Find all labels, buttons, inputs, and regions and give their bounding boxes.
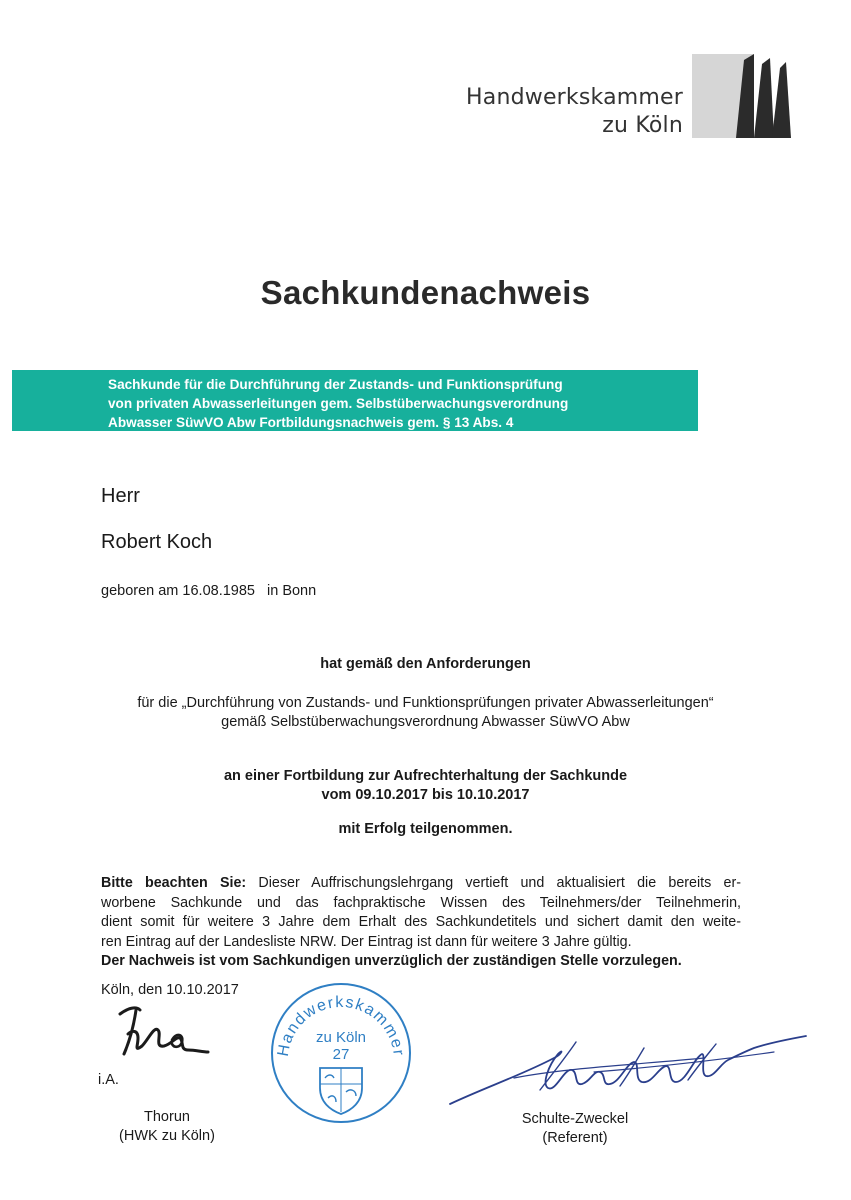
birth-prefix: geboren am (101, 583, 179, 599)
official-seal-icon (268, 980, 414, 1126)
course-line-1: an einer Fortbildung zur Aufrechterhaltung der Sachkunde (223, 768, 628, 784)
course-dates: vom 09.10.2017 bis 10.10.2017 (321, 787, 530, 803)
seal-city: zu Köln (315, 1029, 367, 1046)
requirements-text: hat gemäß den Anforderungen (320, 656, 531, 672)
banner-line-2: von privaten Abwasserleitungen gem. Selbstüberwachungsverordnung (108, 396, 569, 411)
left-signatory-org: (HWK zu Köln) (119, 1128, 215, 1144)
result-text: mit Erfolg teilgenommen. (338, 821, 513, 837)
hwk-logo-icon (692, 54, 792, 138)
banner-line-1: Sachkunde für die Durchführung der Zustands- und Funktionsprüfung (108, 377, 563, 392)
notice-label: Bitte beachten Sie: (101, 875, 247, 891)
place-date: Köln, den 10.10.2017 (101, 982, 239, 998)
right-signatory (490, 1110, 660, 1148)
seal-arc-text: Handwerkskammer (274, 993, 407, 1058)
birth-place: in Bonn (267, 583, 317, 599)
course-text (0, 767, 851, 805)
seal-number: 27 (332, 1046, 350, 1063)
document-title: Sachkundenachweis (260, 274, 591, 311)
org-name (466, 84, 683, 140)
notice-bold-line: Der Nachweis ist vom Sachkundigen unverzüglich der zuständigen Stelle vorzulegen. (101, 953, 682, 969)
notice-paragraph (101, 874, 741, 972)
ia-label: i.A. (98, 1072, 119, 1088)
recipient-name: Robert Koch (101, 531, 213, 553)
left-signature-icon (114, 1000, 214, 1066)
right-signatory-name: Schulte-Zweckel (521, 1111, 629, 1127)
notice-line-1 (101, 874, 741, 894)
left-signatory (92, 1108, 242, 1146)
right-signature-icon (444, 1028, 810, 1114)
purpose-text (0, 694, 851, 732)
notice-line-4: ren Eintrag auf der Landesliste NRW. Der Eintrag ist dann für weitere 3 Jahre gültig. (101, 933, 632, 950)
salutation: Herr (101, 485, 140, 507)
notice-text-1: Dieser Auffrischungslehrgang vertieft und aktualisiert die bereits er- (246, 875, 741, 891)
purpose-line-2: gemäß Selbstüberwachungsverordnung Abwasser SüwVO Abw (221, 714, 630, 730)
birth-info (101, 583, 316, 599)
banner-line-3: Abwasser SüwVO Abw Fortbildungsnachweis gem. § 13 Abs. 4 (108, 415, 514, 430)
org-name-line1: Handwerkskammer (466, 85, 683, 110)
subject-banner (12, 370, 698, 431)
notice-line-2: worbene Sachkunde und das fachpraktische Wissen des Teilnehmers/der Teilnehmerin, (101, 894, 741, 911)
birth-date: 16.08.1985 (182, 583, 255, 599)
purpose-line-1: für die „Durchführung von Zustands- und Funktionsprüfungen privater Abwasserleitungen“ (137, 695, 714, 711)
notice-line-3: dient somit für weitere 3 Jahre dem Erhalt des Sachkundetitels und sichert damit den weite- (101, 914, 741, 930)
right-signatory-role: (Referent) (542, 1130, 608, 1146)
org-name-line2: zu Köln (602, 113, 683, 138)
left-signatory-name: Thorun (144, 1109, 190, 1125)
